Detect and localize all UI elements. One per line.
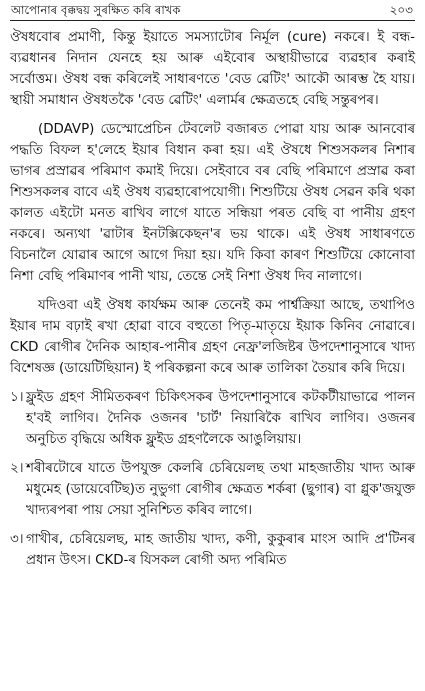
- list-item: [10, 387, 415, 450]
- list-item: [10, 458, 415, 521]
- body-text: [10, 27, 415, 571]
- paragraph-2: (DDAVP) ডেস্মোপ্ৰেচিন টেবলেট বজাৰত পোৱা যায় আৰু আনবোৰ পদ্ধতি বিফল হ'লেহে ইয়াৰ বিধান কৰা হয়। এই ঔষধে শিশুসকলৰ নিশাৰ ভাগৰ প্ৰস্ৰাৱৰ পৰিমাণ কমাই দিয়ে। সেইবাবে বৰ বেছি পৰিমাণে প্ৰস্ৰাৱ কৰা শিশুসকলৰ বাবে এই ঔষধ ব্যৱহাৰোপযোগী। শিশুটিয়ে ঔষধ সেৱন কৰি থকা কালত এইটো মনত ৰাখিব লাগে যাতে সন্ধিয়া পৰত বেছি বা পানীয় গ্ৰহণ নকৰে। অন্যথা 'ৱাটাৰ ইনটক্সিকেছন'ৰ ভয় থাকে। এই ঔষধ সাধাৰণতে বিচনালৈ যোৱাৰ আগে আগে দিয়া হয়। যদি কিবা কাৰণ শিশুটিয়ে কোনোবা নিশা বেছি পৰিমাণৰ পানী খায়, তেন্তে সেই নিশা ঔষধ দিব নালাগে।: [10, 122, 415, 284]
- list-item-number: ২।: [10, 461, 24, 476]
- paragraph-1: ঔষধবোৰ প্ৰমাণী, কিন্তু ইয়াতে সমস্যাটোৰ নিৰ্মূল (cure) নকৰে। ই বন্ধ-ব্যৱধানৰ নিদান যেনহে হয় আৰু এইবোৰ অস্থায়ীভাৱে ব্যৱহাৰ কৰাই সৰ্বোত্তম। ঔষধ বন্ধ কৰিলেই সাধাৰণতে 'বেড ৱেটিং' আকৌ আৰম্ভ হৈ যায়। স্থায়ী সমাধান ঔষধতকৈ 'বেড ৱেটিং' এলাৰ্মৰ ক্ষেত্ৰতহে বেছি সন্তুৰপৰ।: [10, 30, 415, 108]
- running-header: [10, 3, 415, 21]
- running-header-title: আপোনাৰ বৃক্কদ্বয় সুৰক্ষিত কৰি ৰাখক: [11, 3, 181, 17]
- numbered-list: [10, 387, 415, 571]
- page-number: ২০৩: [389, 3, 413, 17]
- list-item-text: গাখীৰ, চেৰিয়েলছ, মাহ জাতীয় খাদ্য, কণী, কুকুৰাৰ মাংস আদি প্ৰ'টিনৰ প্ৰধান উৎস। CKD-ৰ যিসকল ৰোগী অদ্য পৰিমিত: [26, 532, 415, 568]
- list-item-text: শৰীৰটোৰে যাতে উপযুক্ত কেলৰি চেৰিয়েলছ তথা মাহজাতীয় খাদ্য আৰু মধুমেহ (ডায়েবেটিছ)ত নুভুগা ৰোগীৰ ক্ষেত্ৰত শৰ্কৰা (ছুগাৰ) বা গ্লুক'জযুক্ত খাদ্যৰপৰা পায় সেয়া সুনিশ্চিত কৰিব লাগে।: [26, 461, 415, 518]
- paragraph-3: যদিওবা এই ঔষধ কাৰ্যক্ষম আৰু তেনেই কম পাৰ্শ্বক্ৰিয়া আছে, তথাপিও ইয়াৰ দাম বঢ়াই ৰখা হোৱা বাবে বহুতো পিতৃ-মাতৃয়ে ইয়াক কিনিব নোৱাৰে। CKD ৰোগীৰ দৈনিক আহাৰ-পানীৰ গ্ৰহণ নেফ্ৰ'লজিষ্টৰ উপদেশানুসাৰে খাদ্য বিশেষজ্ঞ (ডায়েটিছিয়ান) ই পৰিকল্পনা কৰে আৰু তালিকা তৈয়াৰ কৰি দিয়ে।: [10, 298, 415, 376]
- list-item-number: ১।: [10, 390, 24, 405]
- list-item-text: ফ্লুইড গ্ৰহণ সীমিতকৰণ চিকিৎসকৰ উপদেশানুসাৰে কটকটীয়াভাৱে পালন হ'বই লাগিব। দৈনিক ওজনৰ 'চাৰ্ট' নিয়াৰিকৈ ৰাখিব লাগিব। ওজনৰ অনুচিত বৃদ্ধিয়ে অধিক ফ্লুইড গ্ৰহণলৈকে আঙুলিয়ায়।: [26, 390, 415, 447]
- list-item: [10, 529, 415, 571]
- list-item-number: ৩।: [10, 532, 24, 547]
